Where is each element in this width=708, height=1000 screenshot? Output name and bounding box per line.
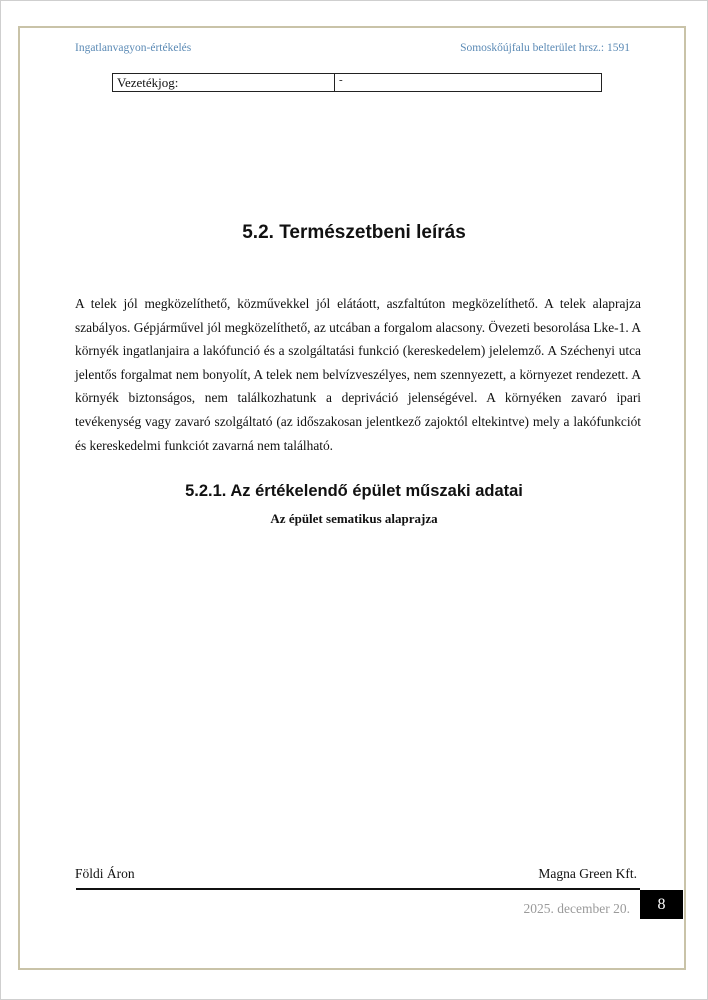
easement-value: - (339, 74, 343, 86)
floorplan-caption: Az épület sematikus alaprajza (270, 511, 438, 526)
page-number: 8 (640, 890, 683, 919)
easement-table (112, 73, 602, 92)
footer-author: Földi Áron (75, 866, 135, 881)
footer-date: 2025. december 20. (523, 901, 630, 916)
description-paragraph: A telek jól megközelíthető, közművekkel jól elátáott, aszfaltúton megközelíthető. A telek alaprajza szabályos. Gépjárművel jól megközelíthető, az utcában a forgalom alacsony. Övezeti besorolása Lke-1. A környék ingatlanjaira a lakófunció és a szolgáltatási funkció (kereskedelem) jelelemző. A Széchenyi utca jelentős forgalmat nem bonyolít, A telek nem belvízveszélyes, nem szennyezett, a környezet rendezett. A környék biztonságos, nem találkozhatunk a depriváció jelenségével. A környéken zavaró ipari tevékenység vagy zavaró szolgáltató (az időszakosan jelentkező zajoktól eltekintve) mely a lakófunkciót és kereskedelmi funkciót zavarná nem található. (75, 296, 641, 453)
header-document-title: Ingatlanvagyon-értékelés (75, 42, 192, 54)
header-property-reference: Somoskőújfalu belterület hrsz.: 1591 (460, 42, 630, 54)
easement-label: Vezetékjog: (113, 74, 335, 91)
footer-company: Magna Green Kft. (538, 866, 637, 881)
footer-divider (76, 888, 640, 890)
section-heading: 5.2. Természetbeni leírás (242, 222, 466, 243)
subsection-heading: 5.2.1. Az értékelendő épület műszaki adatai (185, 482, 523, 500)
